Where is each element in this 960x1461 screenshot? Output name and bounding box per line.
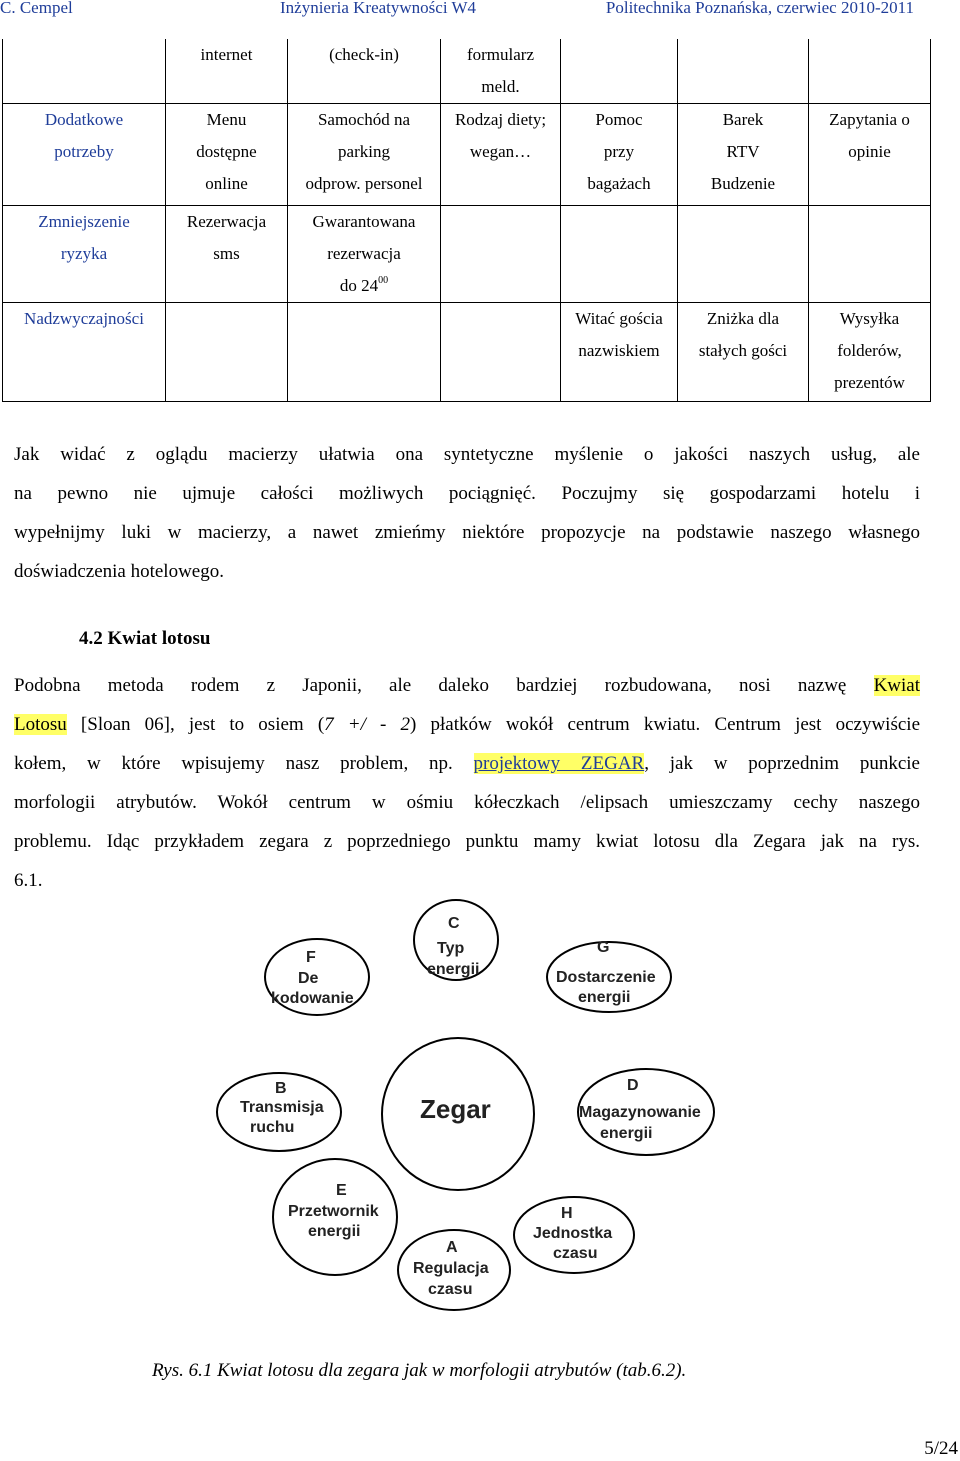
petal-b (217, 1073, 341, 1151)
petal-a (398, 1230, 510, 1310)
petal-a-line1: Regulacja (413, 1260, 489, 1277)
table-cell (809, 39, 931, 104)
petal-a-letter: A (446, 1239, 458, 1256)
page-header (0, 0, 960, 20)
table-row (3, 206, 931, 303)
page-number: 5/24 (924, 1438, 958, 1459)
lotus-diagram-svg (0, 890, 960, 1330)
petal-e-line2: energii (308, 1223, 361, 1240)
petal-h-line1: Jednostka (533, 1225, 613, 1242)
petal-a-line2: czasu (428, 1281, 473, 1298)
petal-g-line1: Dostarczenie (556, 969, 656, 986)
paragraph-line: morfologii atrybutów. Wokół centrum w ośmiu kółeczkach /elipsach umieszczamy cechy naszego (14, 792, 920, 813)
table-cell: Witać gościa nazwiskiem (561, 303, 678, 402)
table-cell: (check-in) (288, 39, 441, 104)
paragraph-line (14, 705, 920, 744)
table-row (3, 39, 931, 104)
row-header-nadzwyczajnosci: Nadzwyczajności (3, 303, 166, 402)
header-course: Inżynieria Kreatywności W4 (280, 0, 477, 17)
petal-b-line2: ruchu (250, 1119, 295, 1136)
paragraph-line (14, 744, 920, 783)
petal-f-line2: kodowanie (271, 990, 354, 1007)
paragraph-lotus-method (14, 666, 920, 900)
petal-e-line1: Przetwornik (288, 1203, 379, 1220)
table-cell (3, 39, 166, 104)
table-row (3, 303, 931, 402)
table-cell: Samochód na parking odprow. personel (288, 104, 441, 206)
table-cell (441, 206, 561, 303)
figure-caption: Rys. 6.1 Kwiat lotosu dla zegara jak w morfologii atrybutów (tab.6.2). (152, 1360, 687, 1381)
table-cell (678, 39, 809, 104)
petal-g-letter: G (597, 939, 610, 956)
table-cell (288, 303, 441, 402)
paragraph-line: 6.1. (14, 870, 43, 891)
petal-c-line1: Typ (437, 940, 465, 957)
petal-e (273, 1159, 397, 1275)
petal-b-letter: B (275, 1080, 287, 1097)
paragraph-line (14, 666, 920, 705)
table-cell: Zapytania o opinie (809, 104, 931, 206)
petal-f-letter: F (306, 949, 316, 966)
text-run: , jak w poprzednim punkcie (644, 753, 920, 774)
highlighted-link[interactable]: projektowy ZEGAR (473, 753, 645, 774)
table-cell (561, 39, 678, 104)
paragraph-line: na pewno nie ujmuje całości możliwych pociągnięć. Poczujmy się gospodarzami hotelu i (14, 483, 920, 504)
cell-superscript: 00 (378, 275, 389, 286)
section-heading: 4.2 Kwiat lotosu (79, 628, 211, 649)
table-cell: Zniżka dla stałych gości (678, 303, 809, 402)
table-cell: formularz meld. (441, 39, 561, 104)
table-cell (166, 303, 288, 402)
center-circle (382, 1038, 534, 1190)
paragraph-line: doświadczenia hotelowego. (14, 561, 224, 582)
petal-d (578, 1069, 714, 1155)
petal-f-line1: De (298, 970, 319, 987)
petal-f (265, 939, 369, 1015)
table-cell (288, 206, 441, 303)
petal-c-line2: energii (427, 961, 480, 978)
petal-h-letter: H (561, 1205, 573, 1222)
table-cell: Wysyłka folderów, prezentów (809, 303, 931, 402)
table-cell: Rezerwacja sms (166, 206, 288, 303)
petal-e-letter: E (336, 1182, 347, 1199)
petal-d-letter: D (627, 1077, 639, 1094)
paragraph-line: Jak widać z oglądu macierzy ułatwia ona syntetyczne myślenie o jakości naszych usług, ale (14, 444, 920, 465)
table-row (3, 104, 931, 206)
quality-matrix-table (2, 39, 931, 402)
text-run: [Sloan 06], jest to osiem ( (80, 714, 325, 735)
petal-g-line2: energii (578, 989, 631, 1006)
paragraph-line: wypełnijmy luki w macierzy, a nawet zmieńmy niektóre propozycje na podstawie naszego własnego (14, 522, 920, 543)
petal-h (514, 1197, 634, 1273)
table-cell (441, 303, 561, 402)
highlighted-term: Lotosu (14, 714, 67, 735)
text-run: Podobna metoda rodem z Japonii, ale daleko bardziej rozbudowana, nosi nazwę (14, 675, 847, 696)
header-institution: Politechnika Poznańska, czerwiec 2010-2011 (605, 0, 914, 17)
petal-c (414, 900, 498, 980)
table-cell: Barek RTV Budzenie (678, 104, 809, 206)
row-header-dodatkowe-potrzeby: Dodatkowe potrzeby (3, 104, 166, 206)
table-cell (561, 206, 678, 303)
table-cell (678, 206, 809, 303)
table-cell: Rodzaj diety; wegan… (441, 104, 561, 206)
row-header-zmniejszenie-ryzyka: Zmniejszenie ryzyka (3, 206, 166, 303)
highlighted-term: Kwiat (873, 675, 921, 696)
table-cell: internet (166, 39, 288, 104)
cell-text: Gwarantowana rezerwacja (312, 212, 416, 263)
petal-c-letter: C (448, 915, 460, 932)
petal-d-line1: Magazynowanie (579, 1104, 701, 1121)
table-cell (809, 206, 931, 303)
text-run: ) płatków wokół centrum kwiatu. Centrum jest oczywiście (410, 714, 920, 735)
paragraph-line: problemu. Idąc przykładem zegara z poprzedniego punktu mamy kwiat lotosu dla Zegara jak na rys. (14, 831, 920, 852)
italic-range: 7 +/ - 2 (324, 714, 411, 735)
table-cell: Menu dostępne online (166, 104, 288, 206)
petal-d-line2: energii (600, 1125, 653, 1142)
cell-text: do 24 (339, 276, 379, 295)
petal-b-line1: Transmisja (240, 1099, 324, 1116)
petal-h-line2: czasu (553, 1245, 598, 1262)
center-label: Zegar (420, 1094, 491, 1124)
header-author: C. Cempel (0, 0, 73, 17)
lotus-flower-diagram (0, 890, 960, 1330)
text-run: kołem, w które wpisujemy nasz problem, np. (14, 753, 453, 774)
paragraph-matrix-summary (14, 435, 920, 591)
petal-g (547, 939, 671, 1012)
table-cell: Pomoc przy bagażach (561, 104, 678, 206)
